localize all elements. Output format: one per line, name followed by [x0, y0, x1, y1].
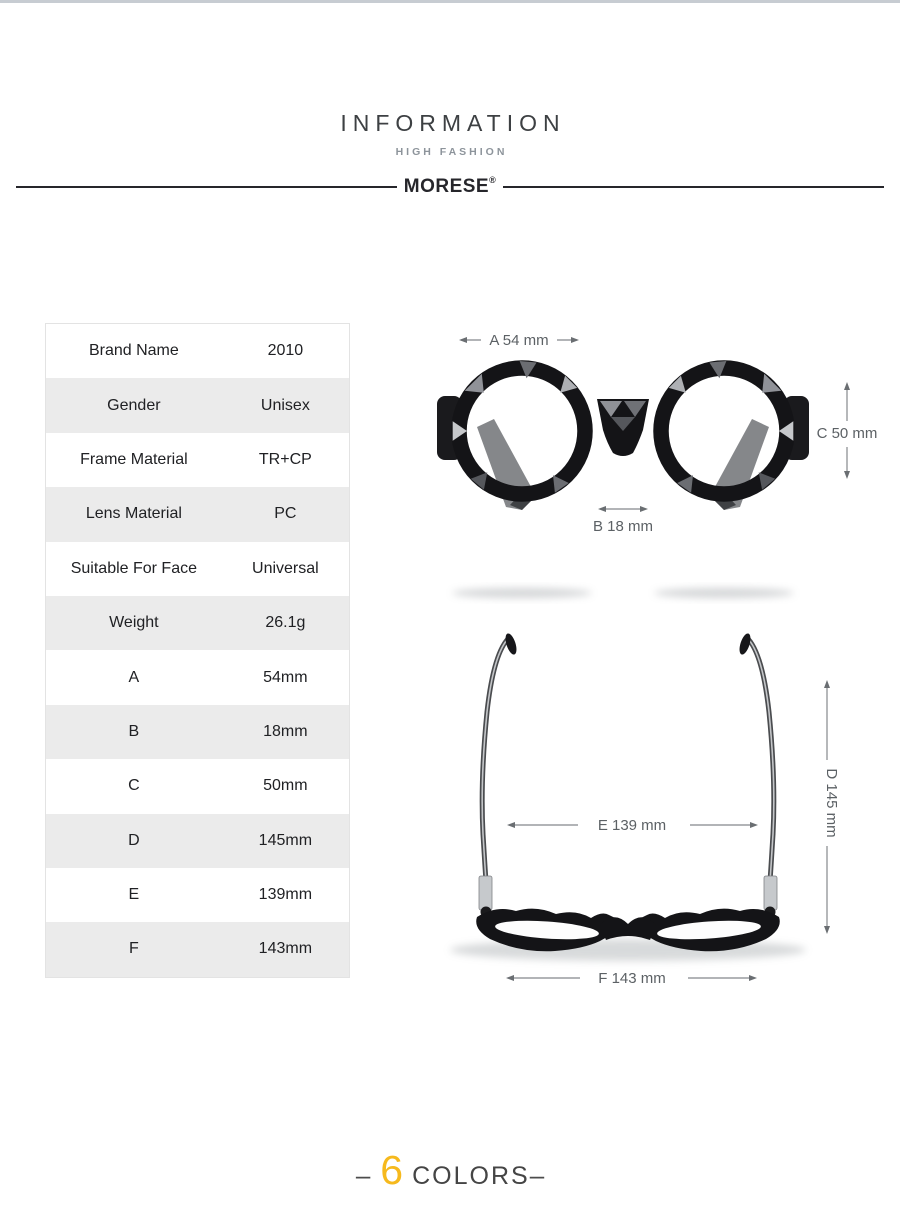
- spec-value: 139mm: [258, 886, 313, 904]
- colors-count: 6: [380, 1147, 404, 1193]
- arrowhead-right-icon: [749, 975, 757, 981]
- arrowhead-down-icon: [824, 926, 830, 934]
- front-shadow-left: [452, 588, 592, 598]
- dimension-e-label: E 139 mm: [597, 817, 667, 834]
- spec-label: Weight: [109, 614, 159, 632]
- spec-value: 145mm: [258, 831, 313, 849]
- spec-label: D: [128, 831, 140, 849]
- spec-value: 26.1g: [265, 614, 306, 632]
- front-shadow-right: [654, 588, 794, 598]
- spec-value: 2010: [267, 342, 304, 360]
- arrowhead-up-icon: [844, 382, 850, 390]
- spec-label: F: [128, 940, 139, 958]
- arrowhead-left-icon: [459, 337, 467, 343]
- dimension-a-label: A 54 mm: [489, 332, 549, 349]
- temple-left-top: [482, 632, 518, 906]
- temple-right-top: [737, 632, 773, 906]
- arrowhead-down-icon: [844, 471, 850, 479]
- spec-label: A: [128, 668, 140, 686]
- spec-value: Unisex: [260, 396, 310, 414]
- spec-label: E: [128, 886, 140, 904]
- spec-label: Lens Material: [85, 505, 182, 523]
- arrowhead-right-icon: [750, 822, 758, 828]
- spec-value: TR+CP: [258, 450, 312, 468]
- dimension-f-label: F 143 mm: [598, 970, 666, 987]
- glasses-top-view: [450, 632, 840, 987]
- arrowhead-left-icon: [507, 822, 515, 828]
- nose-bridge-top: [600, 917, 656, 940]
- dimension-b: [598, 506, 648, 512]
- spec-value: Universal: [252, 559, 319, 577]
- colors-count-banner: [0, 1147, 900, 1194]
- bridge: [597, 399, 649, 456]
- dash-right: –: [529, 1160, 545, 1190]
- brand-name: MORESE: [403, 176, 490, 197]
- spec-value: 143mm: [258, 940, 313, 958]
- spec-value: 50mm: [263, 777, 308, 795]
- arrowhead-left-icon: [506, 975, 514, 981]
- spec-label: Brand Name: [88, 342, 179, 360]
- spec-label: C: [128, 777, 140, 795]
- spec-label: Suitable For Face: [70, 559, 197, 577]
- arrowhead-up-icon: [824, 680, 830, 688]
- colors-label: COLORS: [412, 1162, 530, 1190]
- spec-label: Frame Material: [80, 450, 188, 468]
- glasses-front-view: [437, 332, 877, 598]
- spec-label: B: [128, 722, 140, 740]
- spec-value: 18mm: [263, 722, 308, 740]
- page-title: INFORMATION: [340, 110, 566, 136]
- dimension-b-label: B 18 mm: [592, 518, 654, 535]
- spec-value: 54mm: [263, 668, 308, 686]
- arrowhead-left-icon: [598, 506, 606, 512]
- page-subtitle: HIGH FASHION: [395, 146, 508, 158]
- registered-mark: ®: [489, 174, 497, 185]
- dash-left: –: [355, 1160, 371, 1190]
- dimension-c-label: C 50 mm: [816, 425, 878, 442]
- dimension-d-label: D 145 mm: [823, 768, 840, 838]
- arrowhead-right-icon: [640, 506, 648, 512]
- spec-value: PC: [274, 505, 297, 523]
- spec-label: Gender: [107, 396, 161, 414]
- arrowhead-right-icon: [571, 337, 579, 343]
